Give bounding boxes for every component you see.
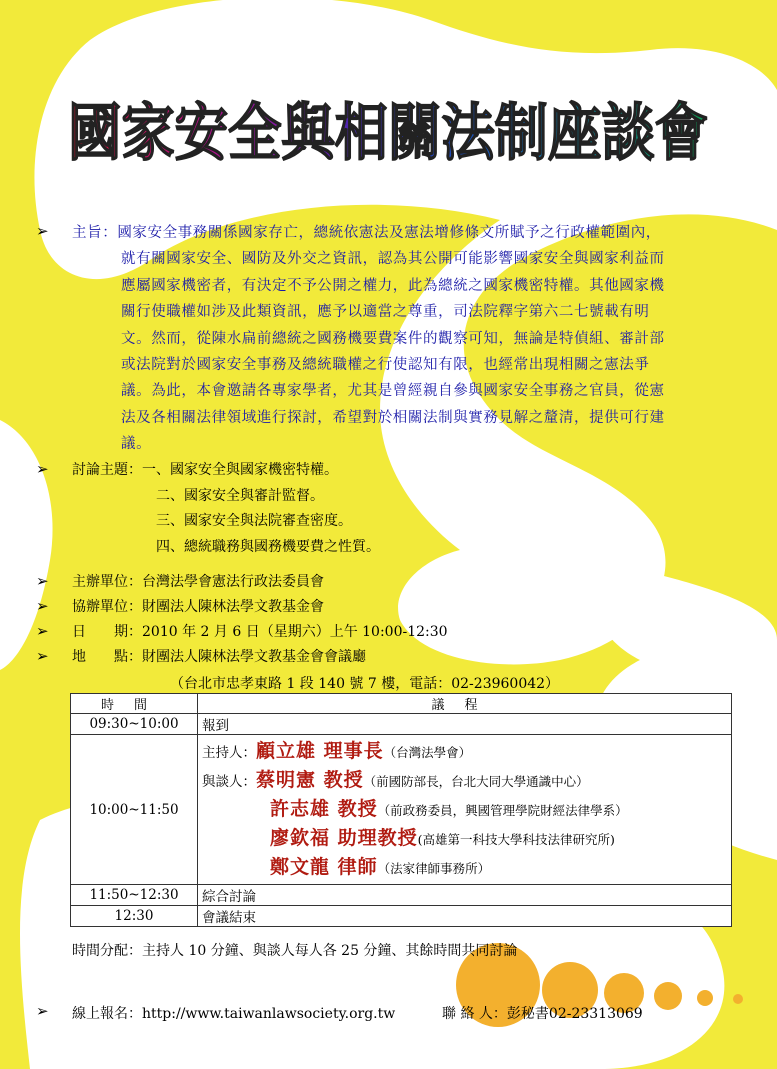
arrow-right-icon: ➢ xyxy=(36,1002,49,1020)
arrow-right-icon: ➢ xyxy=(36,622,49,640)
purpose-line: 關行使職權如涉及此類資訊，應予以適當之尊重，司法院釋字第六二七號載有明 xyxy=(121,304,650,321)
panelist-name: 許志雄 教授 xyxy=(270,798,378,820)
contact-line xyxy=(442,1003,643,1023)
panelist-note: （法家律師事務所） xyxy=(377,861,491,876)
topic-item: 一、國家安全與國家機密特權。 xyxy=(142,462,338,478)
place-label: 地 點： xyxy=(72,649,142,665)
purpose-line: 就有關國家安全、國防及外交之資訊，認為其公開可能影響國家安全與國家利益而 xyxy=(121,251,665,268)
panelist-note: (高雄第一科技大學科技法律研究所) xyxy=(417,832,615,847)
panelist-name: 鄭文龍 律師 xyxy=(270,856,378,878)
purpose-line: 法及各相關法律領域進行探討，希望對於相關法制與實務見解之釐清，提供可行建 xyxy=(121,409,665,426)
header-time: 時間 xyxy=(71,694,198,714)
panel-cell xyxy=(198,735,732,885)
organizer-value: 台灣法學會憲法行政法委員會 xyxy=(142,574,324,590)
row-item: 報到 xyxy=(198,714,732,735)
place-value: 財團法人陳林法學文教基金會會議廳 xyxy=(142,649,366,665)
panelist-note: （前政務委員，興國管理學院財經法律學系） xyxy=(377,803,628,818)
coorganizer-value: 財團法人陳林法學文教基金會 xyxy=(142,599,324,615)
panel-label: 與談人： xyxy=(202,774,256,790)
arrow-right-icon: ➢ xyxy=(36,647,49,665)
date-label: 日 期： xyxy=(72,624,142,640)
topic-item: 三、國家安全與法院審查密度。 xyxy=(156,513,352,529)
date-value: 2010 年 2 月 6 日（星期六）上午 10:00-12:30 xyxy=(142,624,448,640)
orange-dot xyxy=(733,994,743,1004)
page-title xyxy=(0,62,777,182)
arrow-right-icon: ➢ xyxy=(36,222,49,240)
event-info xyxy=(72,570,448,670)
registration-label: 線上報名： xyxy=(72,1006,142,1022)
address-text: （台北市忠孝東路 1 段 140 號 7 樓，電話：02-23960042） xyxy=(170,676,560,692)
table-row xyxy=(71,885,732,906)
topic-item: 四、總統職務與國務機要費之性質。 xyxy=(156,538,380,555)
arrow-right-icon: ➢ xyxy=(36,597,49,615)
purpose-line: 或法院對於國家安全事務及總統職權之行使認知有限，也經常出現相關之憲法爭 xyxy=(121,357,650,374)
registration-url[interactable]: http://www.taiwanlawsociety.org.tw xyxy=(142,1006,396,1022)
table-header-row xyxy=(71,694,732,714)
table-row xyxy=(71,735,732,885)
host-note: （台灣法學會） xyxy=(383,745,472,760)
organizer-label: 主辦單位： xyxy=(72,574,142,590)
purpose-label: 主旨： xyxy=(72,225,118,241)
purpose-line: 文。然而，從陳水扁前總統之國務機要費案件的觀察可知，無論是特偵組、審計部 xyxy=(121,330,665,347)
host-name: 顧立雄 理事長 xyxy=(256,740,384,762)
row-time: 09:30~10:00 xyxy=(71,714,198,735)
schedule-table xyxy=(70,693,732,927)
orange-dot xyxy=(697,990,713,1006)
contact-value: 彭秘書02-23313069 xyxy=(506,1006,643,1022)
purpose-line: 議。為此，本會邀請各專家學者，尤其是曾經親自參與國家安全事務之官員，從憲 xyxy=(121,383,665,400)
panelist-note: （前國防部長，台北大同大學通識中心） xyxy=(363,774,589,789)
row-item: 會議結束 xyxy=(198,906,732,927)
coorganizer-label: 協辦單位： xyxy=(72,599,142,615)
topics-section xyxy=(72,458,380,560)
time-allocation-note: 時間分配：主持人 10 分鐘、與談人每人各 25 分鐘、其餘時間共同討論 xyxy=(72,943,518,959)
panelist-line xyxy=(202,766,727,795)
row-item: 綜合討論 xyxy=(198,885,732,906)
registration-line xyxy=(72,1003,395,1023)
row-time: 11:50~12:30 xyxy=(71,885,198,906)
topics-label: 討論主題： xyxy=(72,462,142,478)
host-label: 主持人： xyxy=(202,745,256,761)
purpose-line: 國家安全事務關係國家存亡，總統依憲法及憲法增修條文所賦予之行政權範圍內， xyxy=(117,225,661,241)
row-time: 12:30 xyxy=(71,906,198,927)
table-row xyxy=(71,906,732,927)
orange-dot xyxy=(654,982,682,1010)
arrow-right-icon: ➢ xyxy=(36,460,49,478)
arrow-right-icon: ➢ xyxy=(36,572,49,590)
panelist-line xyxy=(202,824,727,853)
panelist-line xyxy=(202,795,727,824)
purpose-section xyxy=(72,220,732,458)
host-line xyxy=(202,737,727,766)
purpose-line: 應屬國家機密者，有決定不予公開之權力，此為總統之國家機密特權。其他國家機 xyxy=(121,277,665,294)
topic-item: 二、國家安全與審計監督。 xyxy=(156,487,324,504)
panelist-line xyxy=(202,853,727,882)
title-text: 國家安全與相關法制座談會 xyxy=(68,96,708,169)
panelist-name: 廖欽福 助理教授 xyxy=(270,827,418,849)
purpose-line: 議。 xyxy=(121,436,152,453)
contact-label: 聯 絡 人： xyxy=(442,1006,507,1022)
table-row xyxy=(71,714,732,735)
header-agenda: 議程 xyxy=(198,694,732,714)
panelist-name: 蔡明憲 教授 xyxy=(256,769,364,791)
row-time: 10:00~11:50 xyxy=(71,735,198,885)
